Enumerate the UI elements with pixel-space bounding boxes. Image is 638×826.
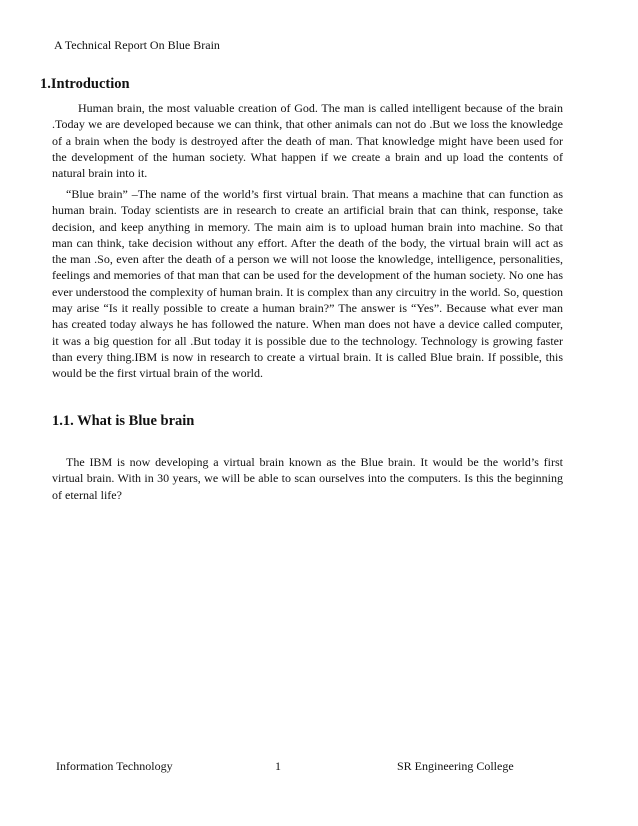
- what-is-blue-brain-paragraph: The IBM is now developing a virtual brain known as the Blue brain. It would be the world’s first virtual brain. With in 30 years, we will be able to scan ourselves into the computers. Is this the beginning of eternal life?: [52, 455, 563, 502]
- section-heading-introduction: 1.Introduction: [40, 76, 130, 92]
- introduction-paragraph-2: “Blue brain” –The name of the world’s first virtual brain. That means a machine that can function as human brain. Today scientists are in research to create an artificial brain that can think, response, take decision, and keep anything in memory. The main aim is to upload human brain into machine. So that man can think, take decision without any effort. After the death of the body, the virtual brain will act as the man .So, even after the death of a person we will not loose the knowledge, intelligence, personalities, feelings and memories of that man that can be used for the development of the human society. No one has ever understood the complexity of human brain. It is complex than any circuitry in the world. So, question may arise “Is it really possible to create a human brain?” The answer is “Yes”. Because what ever man has created today always he has followed the nature. When man does not have a device called computer, it was a big question for all .But today it is possible due to the technology. Technology is growing faster than every thing.IBM is now in research to create a virtual brain. It is called Blue brain. If possible, this would be the first virtual brain of the world.: [52, 187, 563, 381]
- section-heading-what-is-blue-brain: 1.1. What is Blue brain: [52, 413, 195, 429]
- running-header: A Technical Report On Blue Brain: [54, 38, 220, 52]
- footer-department: Information Technology: [56, 759, 173, 773]
- footer-college: SR Engineering College: [397, 759, 514, 773]
- footer-page-number: 1: [275, 759, 281, 773]
- introduction-paragraph-1: Human brain, the most valuable creation of God. The man is called intelligent because of the brain .Today we are developed because we can think, that other animals can not do .But we loss the knowledge of a brain when the body is destroyed after the death of man. That knowledge might have been used for the development of the human society. What happen if we create a brain and up load the contents of natural brain into it.: [52, 101, 563, 181]
